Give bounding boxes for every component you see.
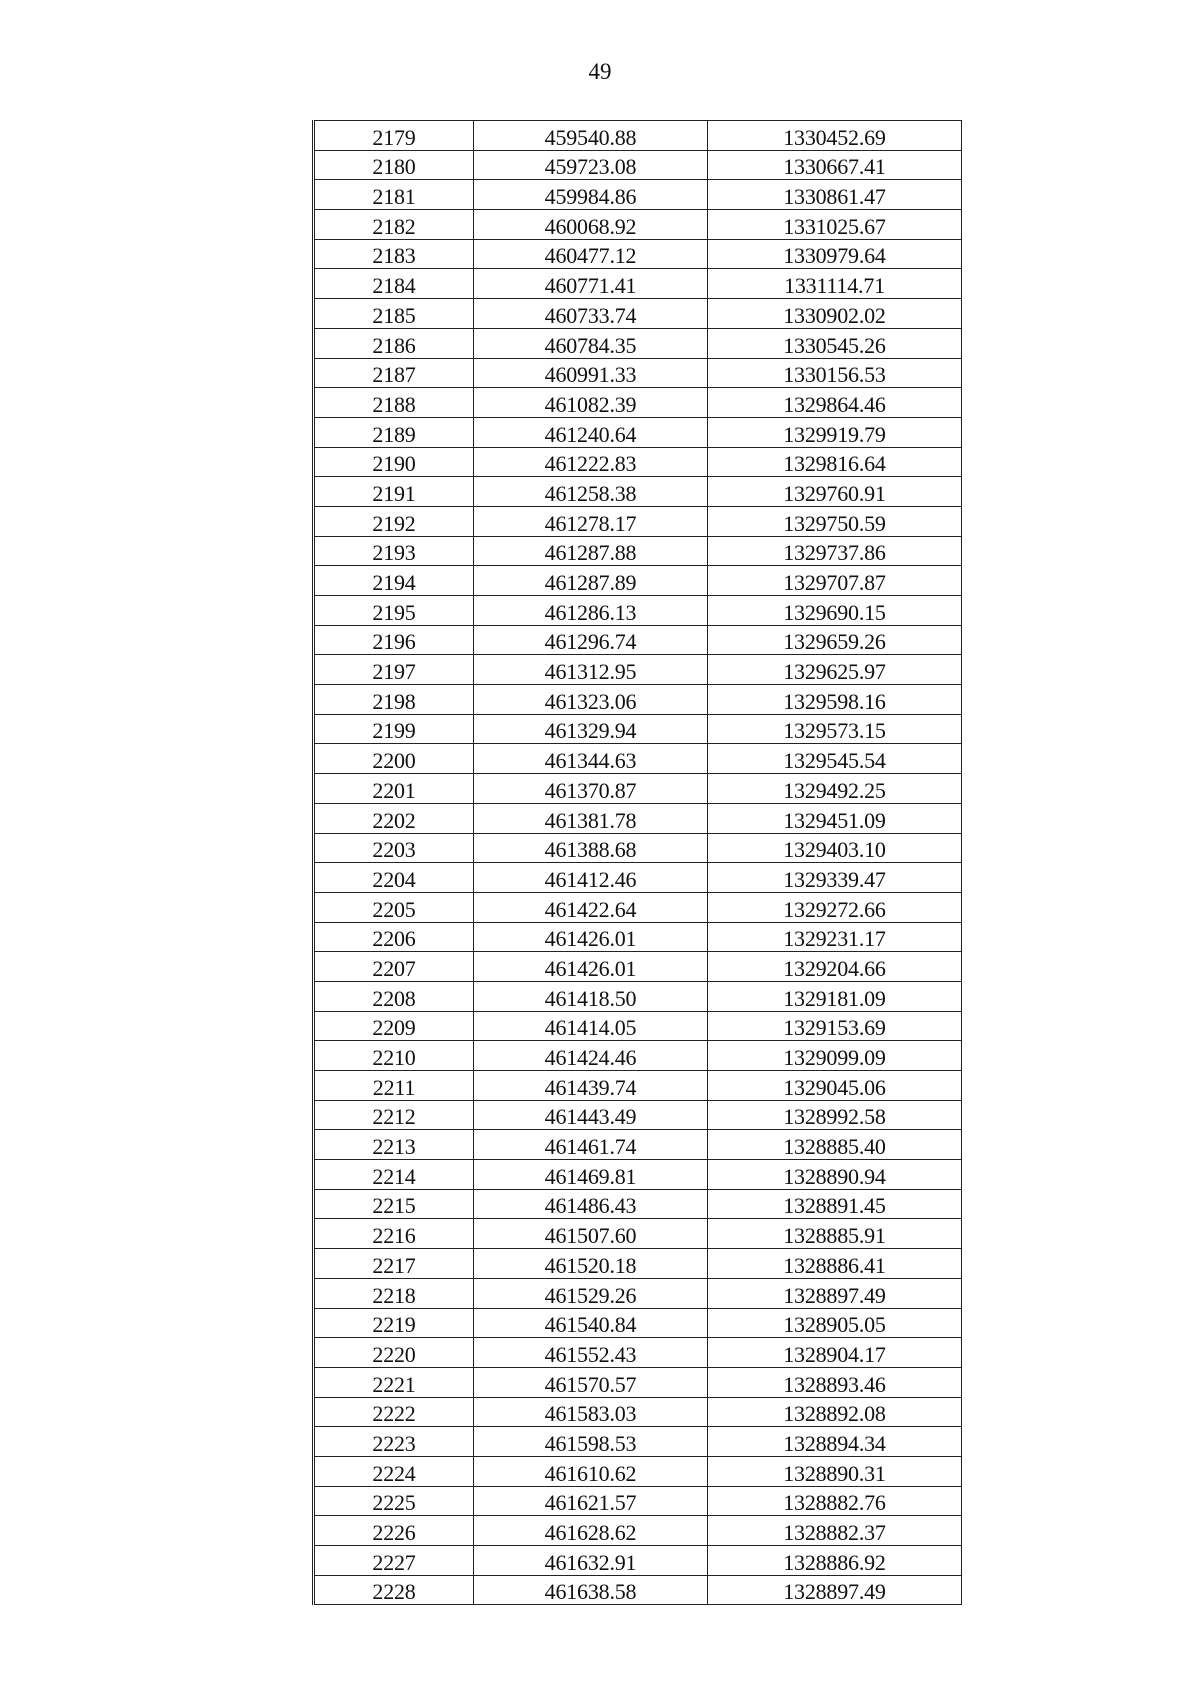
page-number: 49 [588,59,612,84]
x-coordinate-cell: 461628.62 [474,1516,708,1546]
x-coordinate-cell: 461507.60 [474,1219,708,1249]
point-number-cell: 2188 [314,388,474,418]
point-number-cell: 2199 [314,714,474,744]
table-row [314,744,962,774]
point-number-cell: 2221 [314,1367,474,1397]
point-number-cell: 2227 [314,1546,474,1576]
y-coordinate-cell: 1329451.09 [708,803,962,833]
point-number-cell: 2195 [314,596,474,626]
point-number-cell: 2212 [314,1100,474,1130]
y-coordinate-cell: 1328893.46 [708,1367,962,1397]
y-coordinate-cell: 1329231.17 [708,922,962,952]
y-coordinate-cell: 1328886.92 [708,1546,962,1576]
table-row [314,1011,962,1041]
y-coordinate-cell: 1329153.69 [708,1011,962,1041]
y-coordinate-cell: 1330156.53 [708,358,962,388]
x-coordinate-cell: 460784.35 [474,328,708,358]
x-coordinate-cell: 461381.78 [474,803,708,833]
x-coordinate-cell: 461323.06 [474,685,708,715]
y-coordinate-cell: 1329750.59 [708,506,962,536]
x-coordinate-cell: 460477.12 [474,239,708,269]
y-coordinate-cell: 1329272.66 [708,892,962,922]
table-row [314,952,962,982]
x-coordinate-cell: 461540.84 [474,1308,708,1338]
table-row [314,1546,962,1576]
y-coordinate-cell: 1328882.76 [708,1486,962,1516]
point-number-cell: 2214 [314,1160,474,1190]
table-row [314,1130,962,1160]
point-number-cell: 2190 [314,447,474,477]
x-coordinate-cell: 460733.74 [474,299,708,329]
y-coordinate-cell: 1329099.09 [708,1041,962,1071]
y-coordinate-cell: 1329707.87 [708,566,962,596]
x-coordinate-cell: 461082.39 [474,388,708,418]
table-row [314,150,962,180]
x-coordinate-cell: 461469.81 [474,1160,708,1190]
table-row [314,1516,962,1546]
x-coordinate-cell: 461370.87 [474,774,708,804]
x-coordinate-cell: 459984.86 [474,180,708,210]
table-row [314,210,962,240]
point-number-cell: 2185 [314,299,474,329]
x-coordinate-cell: 460991.33 [474,358,708,388]
y-coordinate-cell: 1328890.31 [708,1456,962,1486]
x-coordinate-cell: 461287.88 [474,536,708,566]
x-coordinate-cell: 461286.13 [474,596,708,626]
y-coordinate-cell: 1329690.15 [708,596,962,626]
table-row [314,1308,962,1338]
table-row [314,506,962,536]
point-number-cell: 2179 [314,121,474,151]
table-row [314,269,962,299]
x-coordinate-cell: 461552.43 [474,1338,708,1368]
x-coordinate-cell: 460771.41 [474,269,708,299]
point-number-cell: 2181 [314,180,474,210]
table-row [314,1219,962,1249]
point-number-cell: 2200 [314,744,474,774]
table-row [314,803,962,833]
point-number-cell: 2226 [314,1516,474,1546]
table-row [314,774,962,804]
y-coordinate-cell: 1328905.05 [708,1308,962,1338]
x-coordinate-cell: 461486.43 [474,1189,708,1219]
y-coordinate-cell: 1330979.64 [708,239,962,269]
table-row [314,1041,962,1071]
y-coordinate-cell: 1329339.47 [708,863,962,893]
table-row [314,477,962,507]
point-number-cell: 2193 [314,536,474,566]
point-number-cell: 2196 [314,625,474,655]
table-row [314,833,962,863]
table-row [314,536,962,566]
table-row [314,358,962,388]
y-coordinate-cell: 1328886.41 [708,1249,962,1279]
y-coordinate-cell: 1329598.16 [708,685,962,715]
x-coordinate-cell: 461222.83 [474,447,708,477]
point-number-cell: 2182 [314,210,474,240]
coordinate-table-body [314,121,962,1605]
y-coordinate-cell: 1328885.91 [708,1219,962,1249]
point-number-cell: 2194 [314,566,474,596]
table-row [314,180,962,210]
y-coordinate-cell: 1329760.91 [708,477,962,507]
point-number-cell: 2191 [314,477,474,507]
table-row [314,1367,962,1397]
x-coordinate-cell: 461583.03 [474,1397,708,1427]
x-coordinate-cell: 461278.17 [474,506,708,536]
y-coordinate-cell: 1330545.26 [708,328,962,358]
x-coordinate-cell: 461610.62 [474,1456,708,1486]
point-number-cell: 2210 [314,1041,474,1071]
y-coordinate-cell: 1328897.49 [708,1575,962,1605]
point-number-cell: 2209 [314,1011,474,1041]
table-row [314,714,962,744]
y-coordinate-cell: 1329045.06 [708,1071,962,1101]
point-number-cell: 2215 [314,1189,474,1219]
point-number-cell: 2180 [314,150,474,180]
point-number-cell: 2198 [314,685,474,715]
table-row [314,1278,962,1308]
y-coordinate-cell: 1328885.40 [708,1130,962,1160]
point-number-cell: 2192 [314,506,474,536]
y-coordinate-cell: 1329919.79 [708,417,962,447]
y-coordinate-cell: 1330452.69 [708,121,962,151]
x-coordinate-cell: 461529.26 [474,1278,708,1308]
point-number-cell: 2223 [314,1427,474,1457]
point-number-cell: 2206 [314,922,474,952]
x-coordinate-cell: 461426.01 [474,952,708,982]
point-number-cell: 2216 [314,1219,474,1249]
x-coordinate-cell: 461424.46 [474,1041,708,1071]
y-coordinate-cell: 1329816.64 [708,447,962,477]
y-coordinate-cell: 1329545.54 [708,744,962,774]
x-coordinate-cell: 461258.38 [474,477,708,507]
x-coordinate-cell: 461344.63 [474,744,708,774]
point-number-cell: 2201 [314,774,474,804]
table-row [314,863,962,893]
y-coordinate-cell: 1329181.09 [708,981,962,1011]
x-coordinate-cell: 459540.88 [474,121,708,151]
x-coordinate-cell: 461329.94 [474,714,708,744]
y-coordinate-cell: 1328892.08 [708,1397,962,1427]
table-row [314,1249,962,1279]
y-coordinate-cell: 1329204.66 [708,952,962,982]
point-number-cell: 2222 [314,1397,474,1427]
table-row [314,121,962,151]
x-coordinate-cell: 461570.57 [474,1367,708,1397]
table-row [314,1397,962,1427]
table-row [314,981,962,1011]
y-coordinate-cell: 1328882.37 [708,1516,962,1546]
point-number-cell: 2224 [314,1456,474,1486]
y-coordinate-cell: 1330667.41 [708,150,962,180]
x-coordinate-cell: 461414.05 [474,1011,708,1041]
y-coordinate-cell: 1329659.26 [708,625,962,655]
point-number-cell: 2208 [314,981,474,1011]
table-row [314,922,962,952]
y-coordinate-cell: 1329737.86 [708,536,962,566]
x-coordinate-cell: 461520.18 [474,1249,708,1279]
point-number-cell: 2207 [314,952,474,982]
y-coordinate-cell: 1328904.17 [708,1338,962,1368]
x-coordinate-cell: 461422.64 [474,892,708,922]
table-row [314,566,962,596]
point-number-cell: 2186 [314,328,474,358]
table-row [314,447,962,477]
y-coordinate-cell: 1329625.97 [708,655,962,685]
point-number-cell: 2183 [314,239,474,269]
table-row [314,299,962,329]
y-coordinate-cell: 1331025.67 [708,210,962,240]
y-coordinate-cell: 1329492.25 [708,774,962,804]
coordinate-table-container [312,120,960,1605]
point-number-cell: 2218 [314,1278,474,1308]
x-coordinate-cell: 461296.74 [474,625,708,655]
point-number-cell: 2217 [314,1249,474,1279]
table-row [314,892,962,922]
table-row [314,685,962,715]
x-coordinate-cell: 461598.53 [474,1427,708,1457]
table-row [314,1575,962,1605]
x-coordinate-cell: 461426.01 [474,922,708,952]
table-row [314,388,962,418]
table-row [314,1486,962,1516]
table-row [314,417,962,447]
point-number-cell: 2189 [314,417,474,447]
x-coordinate-cell: 461443.49 [474,1100,708,1130]
point-number-cell: 2197 [314,655,474,685]
table-row [314,1338,962,1368]
table-row [314,1100,962,1130]
point-number-cell: 2211 [314,1071,474,1101]
table-row [314,1071,962,1101]
table-row [314,328,962,358]
x-coordinate-cell: 461621.57 [474,1486,708,1516]
point-number-cell: 2205 [314,892,474,922]
table-row [314,1427,962,1457]
point-number-cell: 2213 [314,1130,474,1160]
table-row [314,239,962,269]
y-coordinate-cell: 1329403.10 [708,833,962,863]
x-coordinate-cell: 461312.95 [474,655,708,685]
point-number-cell: 2228 [314,1575,474,1605]
x-coordinate-cell: 461412.46 [474,863,708,893]
coordinate-table [312,120,962,1605]
point-number-cell: 2203 [314,833,474,863]
table-row [314,1189,962,1219]
point-number-cell: 2202 [314,803,474,833]
y-coordinate-cell: 1328890.94 [708,1160,962,1190]
y-coordinate-cell: 1330861.47 [708,180,962,210]
y-coordinate-cell: 1329864.46 [708,388,962,418]
x-coordinate-cell: 461461.74 [474,1130,708,1160]
y-coordinate-cell: 1329573.15 [708,714,962,744]
table-row [314,625,962,655]
x-coordinate-cell: 461388.68 [474,833,708,863]
x-coordinate-cell: 459723.08 [474,150,708,180]
point-number-cell: 2220 [314,1338,474,1368]
point-number-cell: 2184 [314,269,474,299]
point-number-cell: 2204 [314,863,474,893]
x-coordinate-cell: 461439.74 [474,1071,708,1101]
x-coordinate-cell: 461638.58 [474,1575,708,1605]
point-number-cell: 2225 [314,1486,474,1516]
y-coordinate-cell: 1328891.45 [708,1189,962,1219]
y-coordinate-cell: 1331114.71 [708,269,962,299]
y-coordinate-cell: 1330902.02 [708,299,962,329]
x-coordinate-cell: 461287.89 [474,566,708,596]
table-row [314,596,962,626]
table-row [314,1160,962,1190]
x-coordinate-cell: 461240.64 [474,417,708,447]
y-coordinate-cell: 1328894.34 [708,1427,962,1457]
x-coordinate-cell: 460068.92 [474,210,708,240]
x-coordinate-cell: 461418.50 [474,981,708,1011]
table-row [314,655,962,685]
point-number-cell: 2187 [314,358,474,388]
table-row [314,1456,962,1486]
x-coordinate-cell: 461632.91 [474,1546,708,1576]
y-coordinate-cell: 1328992.58 [708,1100,962,1130]
point-number-cell: 2219 [314,1308,474,1338]
y-coordinate-cell: 1328897.49 [708,1278,962,1308]
